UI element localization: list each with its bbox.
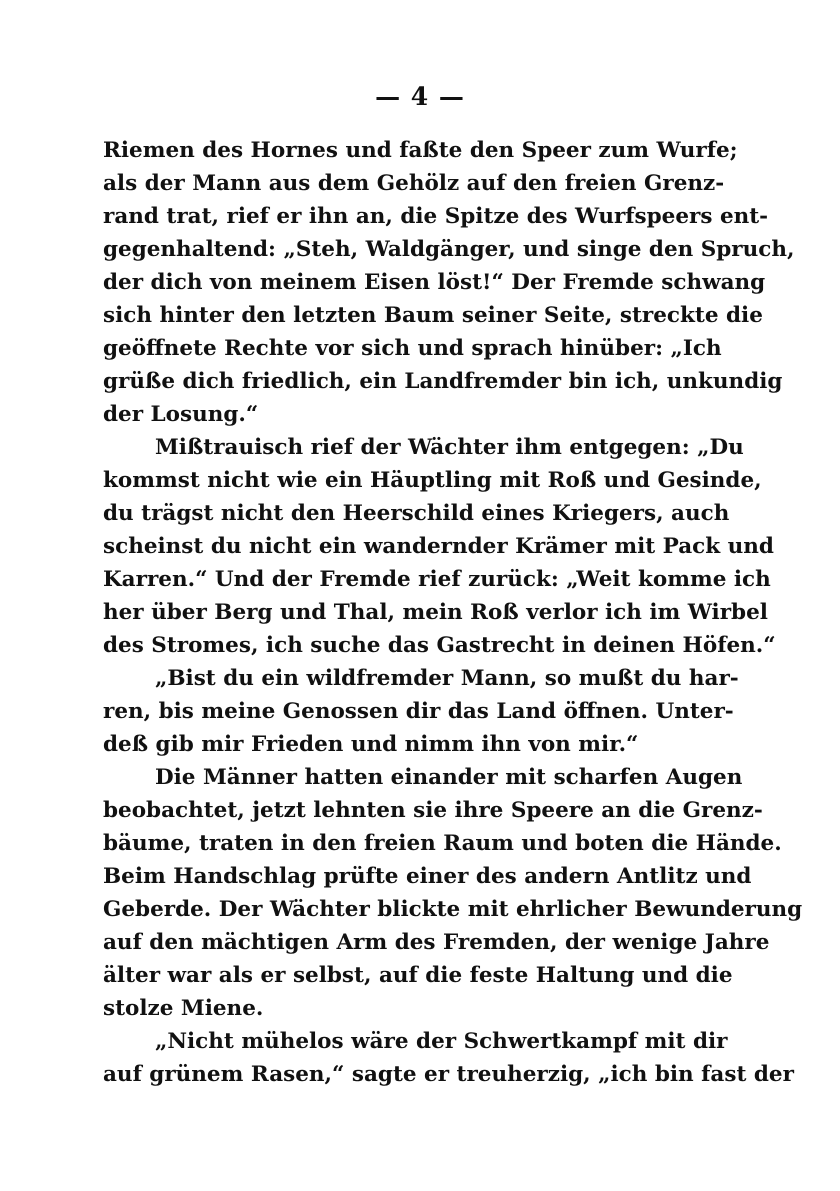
body-text: [103, 134, 803, 1091]
text-line: kommst nicht wie ein Häuptling mit Roß und Gesinde,: [103, 468, 762, 493]
text-line: sich hinter den letzten Baum seiner Seite, streckte die: [103, 303, 763, 328]
text-line: her über Berg und Thal, mein Roß verlor ich im Wirbel: [103, 600, 768, 625]
text-line: Riemen des Hornes und faßte den Speer zum Wurfe;: [103, 138, 738, 163]
text-line: als der Mann aus dem Gehölz auf den freien Grenz-: [103, 171, 725, 196]
text-line: Die Männer hatten einander mit scharfen Augen: [155, 765, 743, 790]
text-line: „Nicht mühelos wäre der Schwertkampf mit dir: [155, 1029, 728, 1054]
text-line: du trägst nicht den Heerschild eines Kriegers, auch: [103, 501, 730, 526]
text-line: des Stromes, ich suche das Gastrecht in deinen Höfen.“: [103, 633, 776, 658]
text-line: der dich von meinem Eisen löst!“ Der Fremde schwang: [103, 270, 766, 295]
text-line: Karren.“ Und der Fremde rief zurück: „Weit komme ich: [103, 567, 771, 592]
text-line: bäume, traten in den freien Raum und boten die Hände.: [103, 831, 782, 856]
text-line: der Losung.“: [103, 402, 259, 427]
text-line: scheinst du nicht ein wandernder Krämer mit Pack und: [103, 534, 774, 559]
text-line: auf grünem Rasen,“ sagte er treuherzig, „ich bin fast der: [103, 1062, 794, 1087]
text-line: Geberde. Der Wächter blickte mit ehrlicher Bewunderung: [103, 897, 803, 922]
text-line: rand trat, rief er ihn an, die Spitze des Wurfspeers ent-: [103, 204, 769, 229]
text-line: grüße dich friedlich, ein Landfremder bin ich, unkundig: [103, 369, 783, 394]
text-line: auf den mächtigen Arm des Fremden, der wenige Jahre: [103, 930, 770, 955]
page-number: — 4 —: [375, 82, 465, 111]
text-line: deß gib mir Frieden und nimm ihn von mir.“: [103, 732, 639, 757]
text-line: stolze Miene.: [103, 996, 264, 1021]
text-line: beobachtet, jetzt lehnten sie ihre Speere an die Grenz-: [103, 798, 763, 823]
text-line: älter war als er selbst, auf die feste Haltung und die: [103, 963, 733, 988]
text-line: ren, bis meine Genossen dir das Land öffnen. Unter-: [103, 699, 734, 724]
text-line: Beim Handschlag prüfte einer des andern Antlitz und: [103, 864, 752, 889]
text-line: geöffnete Rechte vor sich und sprach hinüber: „Ich: [103, 336, 722, 361]
text-line: gegenhaltend: „Steh, Waldgänger, und singe den Spruch,: [103, 237, 795, 262]
text-line: „Bist du ein wildfremder Mann, so mußt du har-: [155, 666, 739, 691]
text-line: Mißtrauisch rief der Wächter ihm entgegen: „Du: [155, 435, 744, 460]
